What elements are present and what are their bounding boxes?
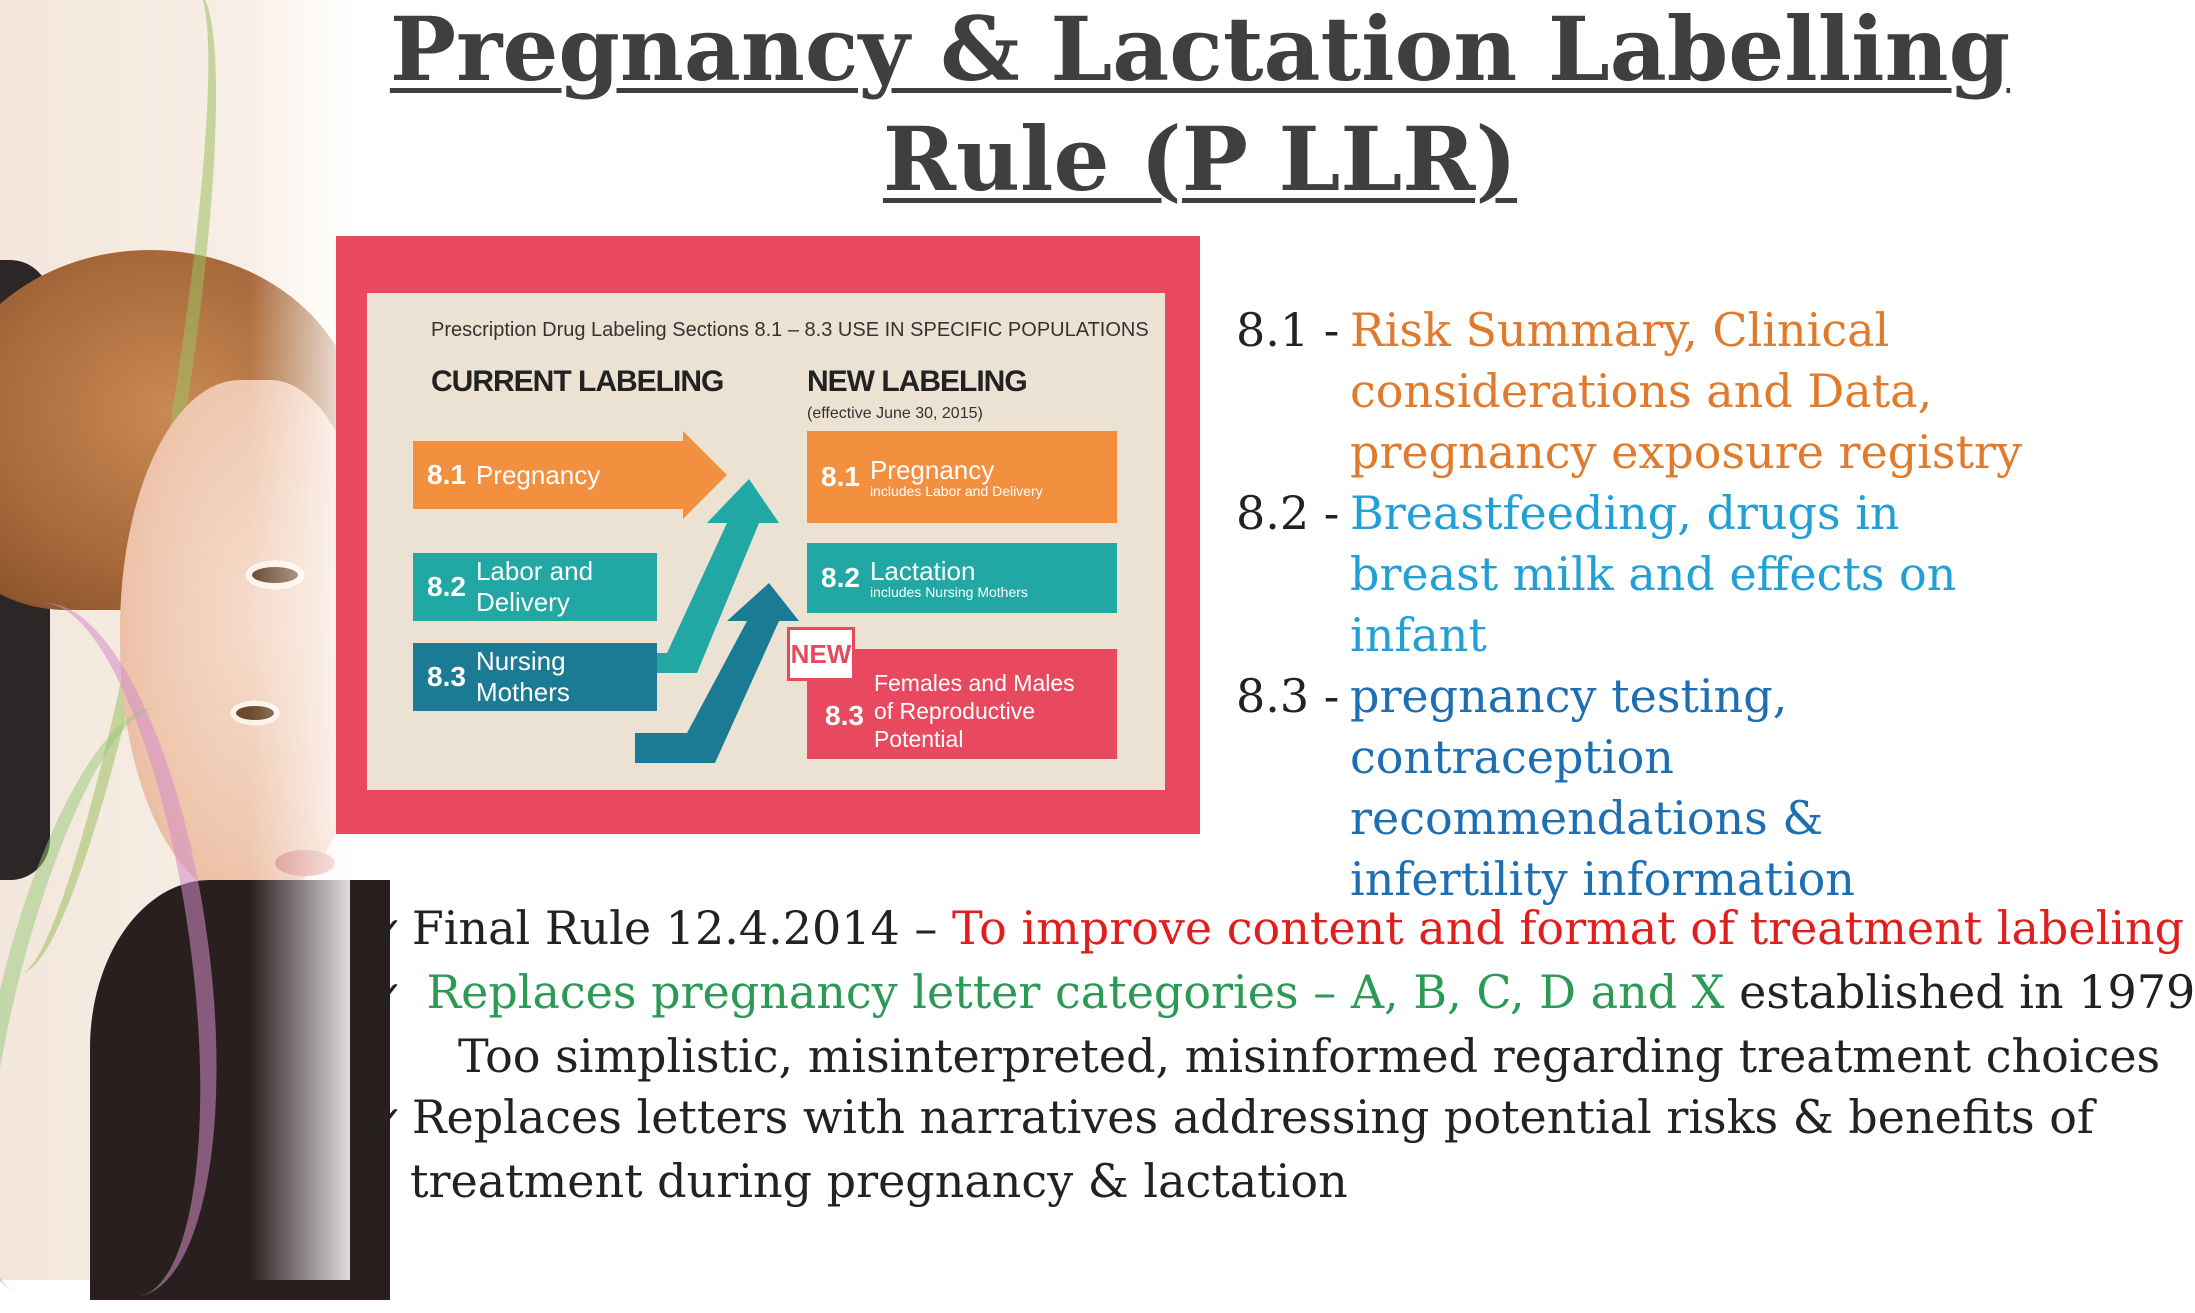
new-bar-number: 8.2 [821,562,860,593]
current-bar-label: Labor and Delivery [475,556,594,617]
new-bar-number: 8.1 [821,461,860,492]
current-bar-8-1 [413,441,683,509]
new-bar-label: Lactation [869,556,976,586]
bullet-text: Final Rule 12.4.2014 – [411,901,953,955]
infographic-panel [367,293,1165,790]
section-item-8-3 [1236,666,2036,910]
section-label: 8.2 - [1236,486,1340,540]
decorative-photo [0,0,350,1280]
new-tag: NEW [787,627,855,681]
arrow-orange-head [683,431,727,519]
effective-date: (effective June 30, 2015) [807,405,983,422]
bullet-replaces-letters [372,1087,2094,1151]
bullet-replaces-categories [372,962,2195,1026]
bullet-continuation: treatment during pregnancy & lactation [410,1154,1348,1208]
section-text: Breastfeeding, drugs in breast milk and effects on infant [1350,486,1957,662]
check-icon: ✓ [372,973,404,1017]
bullet-final-rule [372,898,2185,962]
section-label: 8.1 - [1236,303,1340,357]
current-bar-number: 8.3 [427,661,466,692]
infographic-heading: Prescription Drug Labeling Sections 8.1 – 8.3 USE IN SPECIFIC POPULATIONS [431,319,1149,341]
new-bar-sublabel: includes Nursing Mothers [869,584,1028,600]
section-item-8-2 [1236,483,2036,666]
section-text: Risk Summary, Clinical considerations and Data, pregnancy exposure registry [1350,303,2022,479]
bullet-text: Replaces letters with narratives addressing potential risks & benefits of [411,1090,2094,1144]
current-bar-number: 8.2 [427,571,466,602]
section-label: 8.3 - [1236,669,1340,723]
current-bar-number: 8.1 [427,459,466,490]
current-bar-label: Nursing Mothers [475,646,570,707]
section-text: pregnancy testing, contraception recommendations & infertility information [1350,669,1855,906]
new-bar-number: 8.3 [825,700,864,731]
labeling-infographic [336,236,1200,834]
current-bar-label: Pregnancy [475,459,601,490]
bullet-list [372,898,2195,1212]
current-bar-8-3 [413,643,657,711]
check-icon: ✓ [372,1098,404,1142]
section-list [1236,300,2036,910]
new-labeling-heading: NEW LABELING [807,365,1027,398]
bullet-highlight: To improve content and format of treatment labeling [952,901,2185,955]
new-bar-sublabel: includes Labor and Delivery [869,483,1043,499]
new-bar-8-1 [807,431,1117,523]
bullet-note: Too simplistic, misinterpreted, misinformed regarding treatment choices [458,1029,2161,1083]
check-icon: ✓ [372,909,404,953]
current-bar-8-2 [413,553,657,621]
new-bar-8-2 [807,543,1117,613]
page-title: Pregnancy & Lactation Labelling Rule (P LLR) [389,0,2011,211]
bullet-text: established in 1979 [1724,965,2195,1019]
new-bar-label: Pregnancy [869,455,995,485]
photo-fade [250,0,350,1280]
current-labeling-heading: CURRENT LABELING [431,365,724,398]
new-bar-label: Females and Males of Reproductive Potential [873,670,1075,752]
bullet-highlight: Replaces pregnancy letter categories – A, B, C, D and X [426,965,1725,1019]
section-item-8-1 [1236,300,2036,483]
